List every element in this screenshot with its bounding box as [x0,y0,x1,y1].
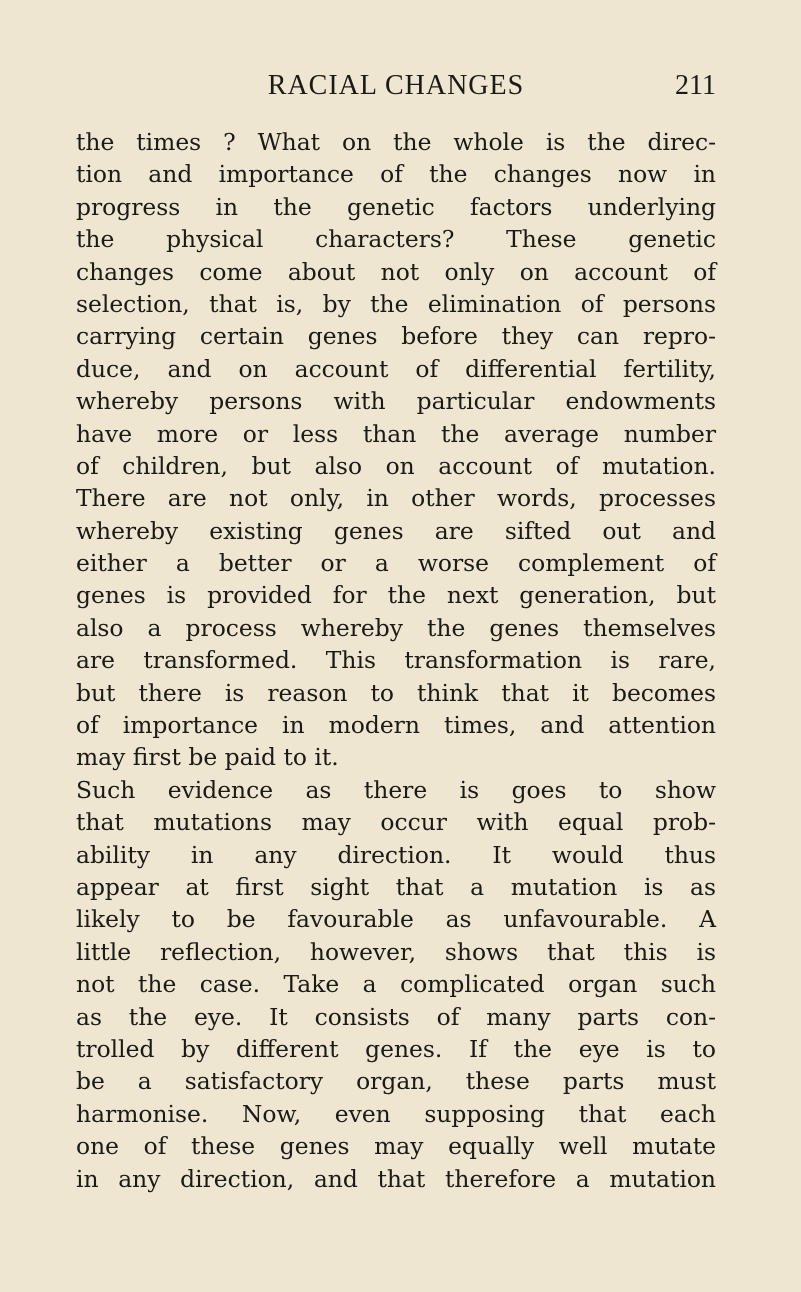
page-number: 211 [675,70,716,101]
text-line: of importance in modern times, and attention [76,711,716,740]
text-line: carrying certain genes before they can repro- [76,322,716,351]
text-line: also a process whereby the genes themselves [76,613,716,642]
text-line: have more or less than the average number [76,419,716,448]
text-line: be a satisfactory organ, these parts must [76,1067,716,1096]
text-line: not the case. Take a complicated organ such [76,970,716,999]
text-line: There are not only, in other words, processes [76,484,716,513]
text-line: ability in any direction. It would thus [76,840,716,869]
text-line: one of these genes may equally well mutate [76,1132,716,1161]
text-line: little reflection, however, shows that this is [76,937,716,966]
text-line: tion and importance of the changes now in [76,160,716,189]
running-head [76,66,716,106]
text-line: whereby existing genes are sifted out and [76,516,716,545]
text-line: harmonise. Now, even supposing that each [76,1099,716,1128]
text-line: duce, and on account of differential fertility, [76,354,716,383]
text-line: trolled by different genes. If the eye is to [76,1034,716,1063]
text-line: either a better or a worse complement of [76,549,716,578]
text-line: Such evidence as there is goes to show [76,775,716,804]
text-line: likely to be favourable as unfavourable. A [76,905,716,934]
text-line: may first be paid to it. [76,743,339,772]
body-text [76,126,716,1195]
text-line: that mutations may occur with equal prob- [76,808,716,837]
text-line: changes come about not only on account of [76,257,716,286]
text-line: are transformed. This transformation is rare, [76,646,716,675]
running-title: RACIAL CHANGES [267,70,525,101]
paragraph-1 [76,126,716,774]
text-line: of children, but also on account of mutation. [76,451,716,480]
text-line: selection, that is, by the elimination of persons [76,289,716,318]
text-line: the physical characters? These genetic [76,225,716,254]
text-line: progress in the genetic factors underlying [76,192,716,221]
text-line: in any direction, and that therefore a mutation [76,1164,716,1193]
text-line: the times ? What on the whole is the direc- [76,128,716,156]
text-line: but there is reason to think that it becomes [76,678,716,707]
text-line: genes is provided for the next generation, but [76,581,716,610]
text-line: as the eye. It consists of many parts con- [76,1002,716,1031]
text-line: whereby persons with particular endowments [76,387,716,416]
paragraph-2 [76,774,716,1195]
text-line: appear at first sight that a mutation is as [76,872,716,901]
